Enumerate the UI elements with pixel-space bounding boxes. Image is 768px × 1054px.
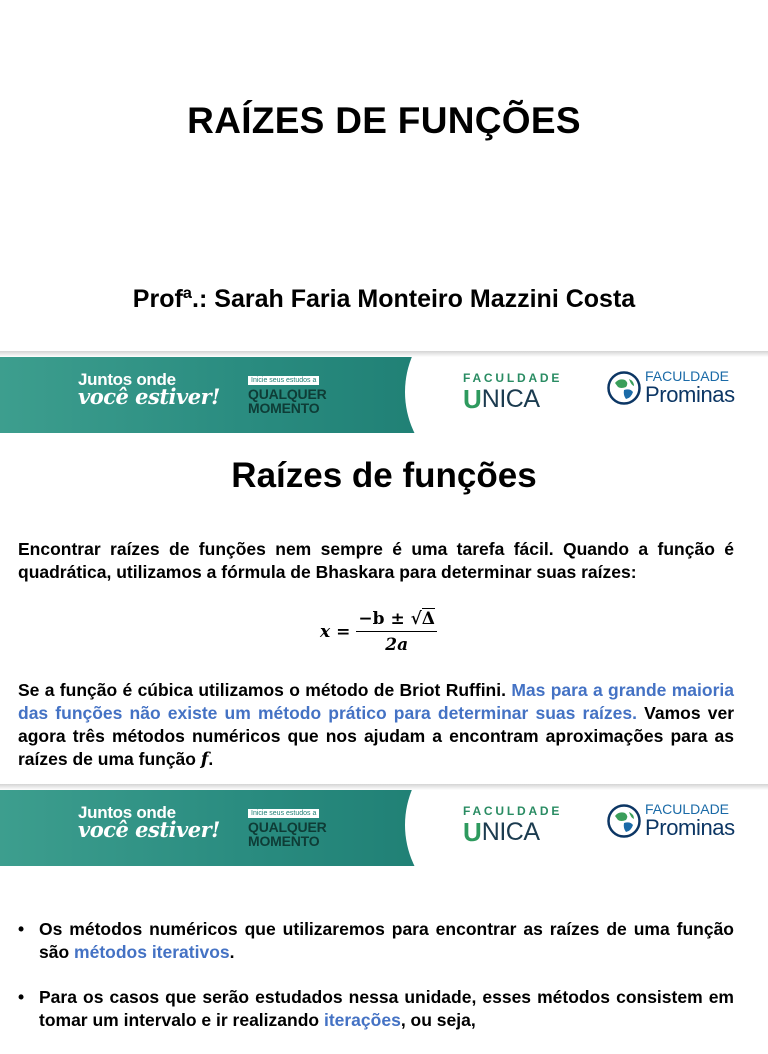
bullet-list	[18, 918, 734, 1054]
slogan-line-1: Juntos onde	[78, 803, 176, 822]
list-item	[18, 986, 734, 1032]
badge-line-2: MOMENTO	[248, 833, 320, 849]
prominas-name: Prominas	[645, 815, 735, 840]
unica-u-letter: U	[463, 384, 482, 414]
slogan-line-1: Juntos onde	[78, 370, 176, 389]
unica-logo	[463, 804, 563, 847]
slogan	[78, 804, 220, 840]
numerator-terms: −b ± √	[358, 609, 422, 629]
paragraph-period: .	[208, 749, 214, 769]
bullet-end: , ou seja,	[400, 1010, 476, 1030]
bullet-text: Para os casos que serão estudados nessa unidade, esses métodos consistem em tomar um intervalo e ir realizando	[39, 987, 734, 1030]
unica-logo	[463, 371, 563, 414]
formula-numerator	[356, 609, 437, 632]
methods-paragraph	[18, 679, 734, 772]
unica-name: NICA	[481, 385, 540, 413]
slogan-line-2: você estiver!	[78, 817, 220, 842]
badge-line-2: MOMENTO	[248, 400, 320, 416]
banner-teal-panel	[0, 784, 440, 866]
globe-icon	[607, 804, 641, 838]
paragraph-highlight: Mas para a grande maioria das funções não existe um método prático para determinar suas raízes.	[18, 680, 734, 723]
slide-title: RAÍZES DE FUNÇÕES	[187, 100, 581, 141]
unica-faculdade-label: FACULDADE	[463, 371, 563, 385]
bhaskara-formula	[320, 609, 437, 655]
unica-u-letter: U	[463, 817, 482, 847]
badge-line-1: QUALQUER	[248, 386, 327, 402]
banner-shadow	[0, 351, 768, 357]
badge-line-1: QUALQUER	[248, 819, 327, 835]
formula-fraction	[356, 609, 437, 655]
bullet-highlight: métodos iterativos	[74, 942, 230, 962]
prominas-logo	[607, 802, 735, 839]
prominas-faculdade-label: FACULDADE	[645, 368, 730, 384]
qualquer-momento-badge	[248, 371, 327, 415]
slide-heading: Raízes de funções	[231, 456, 537, 495]
globe-icon	[607, 371, 641, 405]
slogan-line-2: você estiver!	[78, 384, 220, 409]
intro-paragraph: Encontrar raízes de funções nem sempre é uma tarefa fácil. Quando a função é quadrática, utilizamos a fórmula de Bhaskara para determinar suas raízes:	[18, 539, 734, 582]
badge-tag: Inicie seus estudos a	[248, 376, 319, 385]
footer-banner-2	[0, 784, 768, 866]
bullet-marker: •	[18, 987, 25, 1007]
paragraph-text-1: Se a função é cúbica utilizamos o método de Briot Ruffini.	[18, 680, 506, 700]
banner-teal-panel	[0, 351, 440, 433]
unica-faculdade-label: FACULDADE	[463, 804, 563, 818]
banner-shadow	[0, 784, 768, 790]
prominas-logo	[607, 369, 735, 406]
bullet-marker: •	[18, 919, 25, 939]
prominas-name: Prominas	[645, 382, 735, 407]
formula-denominator: 2a	[385, 635, 409, 655]
function-symbol: f	[200, 750, 209, 770]
formula-lhs: x	[320, 622, 331, 642]
bullet-text: Os métodos numéricos que utilizaremos para encontrar as raízes de uma função são	[39, 919, 734, 962]
title-slide	[0, 0, 768, 345]
footer-banner	[0, 351, 768, 433]
author-name: Profª.: Sarah Faria Monteiro Mazzini Costa	[132, 285, 636, 313]
paragraph-text-2: Vamos ver agora três métodos numéricos que nos ajudam a encontram aproximações para as raízes de uma função	[18, 703, 734, 769]
slogan	[78, 371, 220, 407]
badge-tag: Inicie seus estudos a	[248, 809, 319, 818]
formula-equals: =	[336, 622, 351, 642]
bullet-highlight: iterações	[323, 1010, 401, 1030]
qualquer-momento-badge	[248, 804, 327, 848]
list-item	[18, 918, 734, 964]
bullet-end: .	[229, 942, 235, 962]
numerator-delta: Δ	[421, 609, 435, 629]
prominas-faculdade-label: FACULDADE	[645, 801, 730, 817]
unica-name: NICA	[481, 818, 540, 846]
